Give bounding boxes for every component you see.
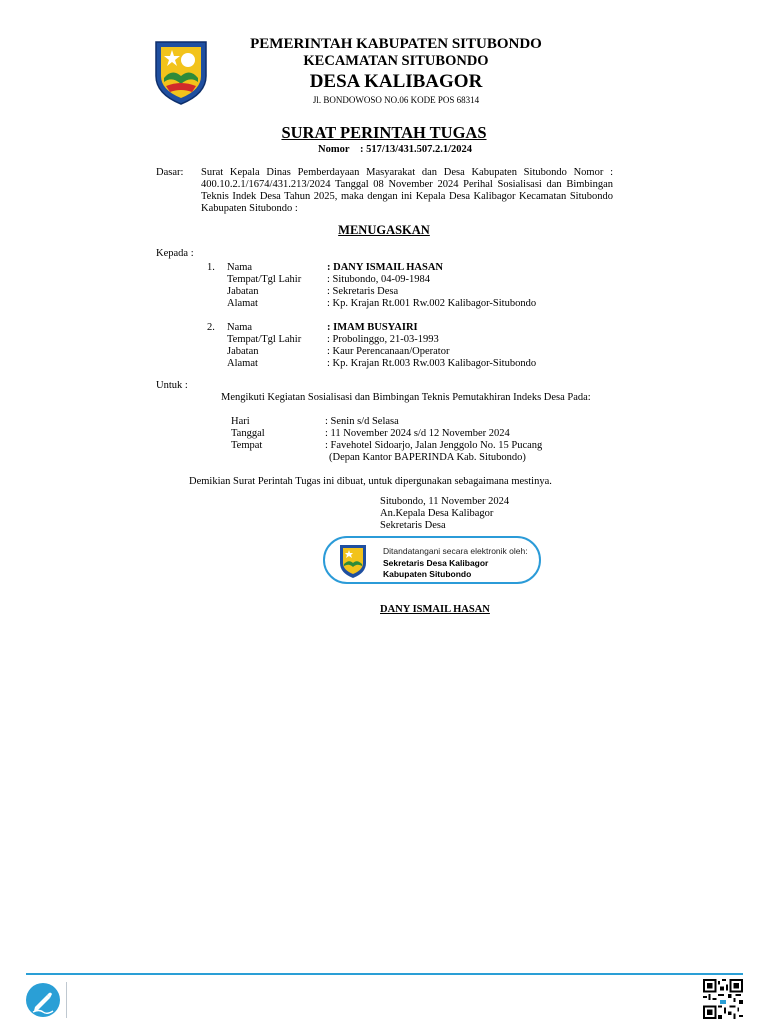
qr-code-icon xyxy=(703,979,743,1019)
signer-position: Sekretaris Desa xyxy=(380,520,446,531)
dasar-text: Surat Kepala Dinas Pemberdayaan Masyarakat dan Desa Kabupaten Situbondo Nomor : 400.10.2.1/1674/431.213/2024 Tanggal 08 November 2024 Perihal Sosialisasi dan Bimbingan Teknis Indek Desa Tahun 2025, maka dengan ini Kepala Desa Kalibagor Kecamatan Situbondo Kabupaten Situbondo : xyxy=(201,167,613,214)
person-1-ttl: : Situbondo, 04-09-1984 xyxy=(327,274,430,285)
government-name: PEMERINTAH KABUPATEN SITUBONDO xyxy=(250,36,542,52)
village-name: DESA KALIBAGOR xyxy=(309,71,483,92)
person-1-alamat-label: Alamat xyxy=(227,298,258,309)
letter-title: SURAT PERINTAH TUGAS xyxy=(281,123,487,142)
person-2-alamat-label: Alamat xyxy=(227,358,258,369)
person-1-alamat: : Kp. Krajan Rt.001 Rw.002 Kalibagor-Situbondo xyxy=(327,298,537,309)
person-2-jabatan-label: Jabatan xyxy=(227,346,259,357)
esign-line-1: Ditandatangani secara elektronik oleh: xyxy=(383,546,528,556)
kepada-label: Kepada : xyxy=(156,248,194,259)
on-behalf-of: An.Kepala Desa Kalibagor xyxy=(380,508,494,519)
signer-name: DANY ISMAIL HASAN xyxy=(380,604,490,615)
person-1-number: 1. xyxy=(207,262,215,273)
pen-signature-icon xyxy=(25,982,61,1018)
tempat-value-line2: (Depan Kantor BAPERINDA Kab. Situbondo) xyxy=(329,452,526,463)
tempat-label: Tempat xyxy=(231,440,263,451)
badge-emblem-logo xyxy=(338,542,368,580)
tanggal-label: Tanggal xyxy=(231,428,265,439)
hari-label: Hari xyxy=(231,416,250,427)
person-2-nama-label: Nama xyxy=(227,322,253,333)
person-1-jabatan: : Sekretaris Desa xyxy=(327,286,399,297)
nomor-value: : 517/13/431.507.2.1/2024 xyxy=(360,144,472,155)
tanggal-value: : 11 November 2024 s/d 12 November 2024 xyxy=(325,428,510,439)
letter-number xyxy=(318,144,472,155)
district-name: KECAMATAN SITUBONDO xyxy=(303,53,489,69)
person-2-ttl-label: Tempat/Tgl Lahir xyxy=(227,334,302,345)
tempat-value: : Favehotel Sidoarjo, Jalan Jenggolo No. 15 Pucang xyxy=(325,440,543,451)
person-2-jabatan: : Kaur Perencanaan/Operator xyxy=(327,346,450,357)
person-1-jabatan-label: Jabatan xyxy=(227,286,259,297)
person-1-nama-label: Nama xyxy=(227,262,253,273)
electronic-signature-badge xyxy=(323,536,541,584)
esign-line-3: Kabupaten Situbondo xyxy=(383,569,472,579)
untuk-label: Untuk : xyxy=(156,380,188,391)
closing-text: Demikian Surat Perintah Tugas ini dibuat, untuk dipergunakan sebagaimana mestinya. xyxy=(189,476,552,487)
esign-line-2: Sekretaris Desa Kalibagor xyxy=(383,558,489,568)
person-2-alamat: : Kp. Krajan Rt.003 Rw.003 Kalibagor-Situbondo xyxy=(327,358,537,369)
untuk-text: Mengikuti Kegiatan Sosialisasi dan Bimbingan Teknis Pemutakhiran Indeks Desa Pada: xyxy=(221,392,591,403)
footer-divider xyxy=(26,973,743,975)
footer-separator xyxy=(66,982,67,1018)
regency-emblem-logo xyxy=(152,36,210,106)
person-2-ttl: : Probolinggo, 21-03-1993 xyxy=(327,334,439,345)
nomor-label: Nomor xyxy=(318,144,350,155)
person-2-nama: : IMAM BUSYAIRI xyxy=(327,322,418,333)
menugaskan-heading: MENUGASKAN xyxy=(338,223,430,237)
dasar-label: Dasar: xyxy=(156,167,184,178)
hari-value: : Senin s/d Selasa xyxy=(325,416,399,427)
person-1-ttl-label: Tempat/Tgl Lahir xyxy=(227,274,302,285)
village-address: Jl. BONDOWOSO NO.06 KODE POS 68314 xyxy=(312,95,480,105)
person-2-number: 2. xyxy=(207,322,215,333)
person-1-nama: : DANY ISMAIL HASAN xyxy=(327,262,443,273)
place-date: Situbondo, 11 November 2024 xyxy=(380,496,510,507)
